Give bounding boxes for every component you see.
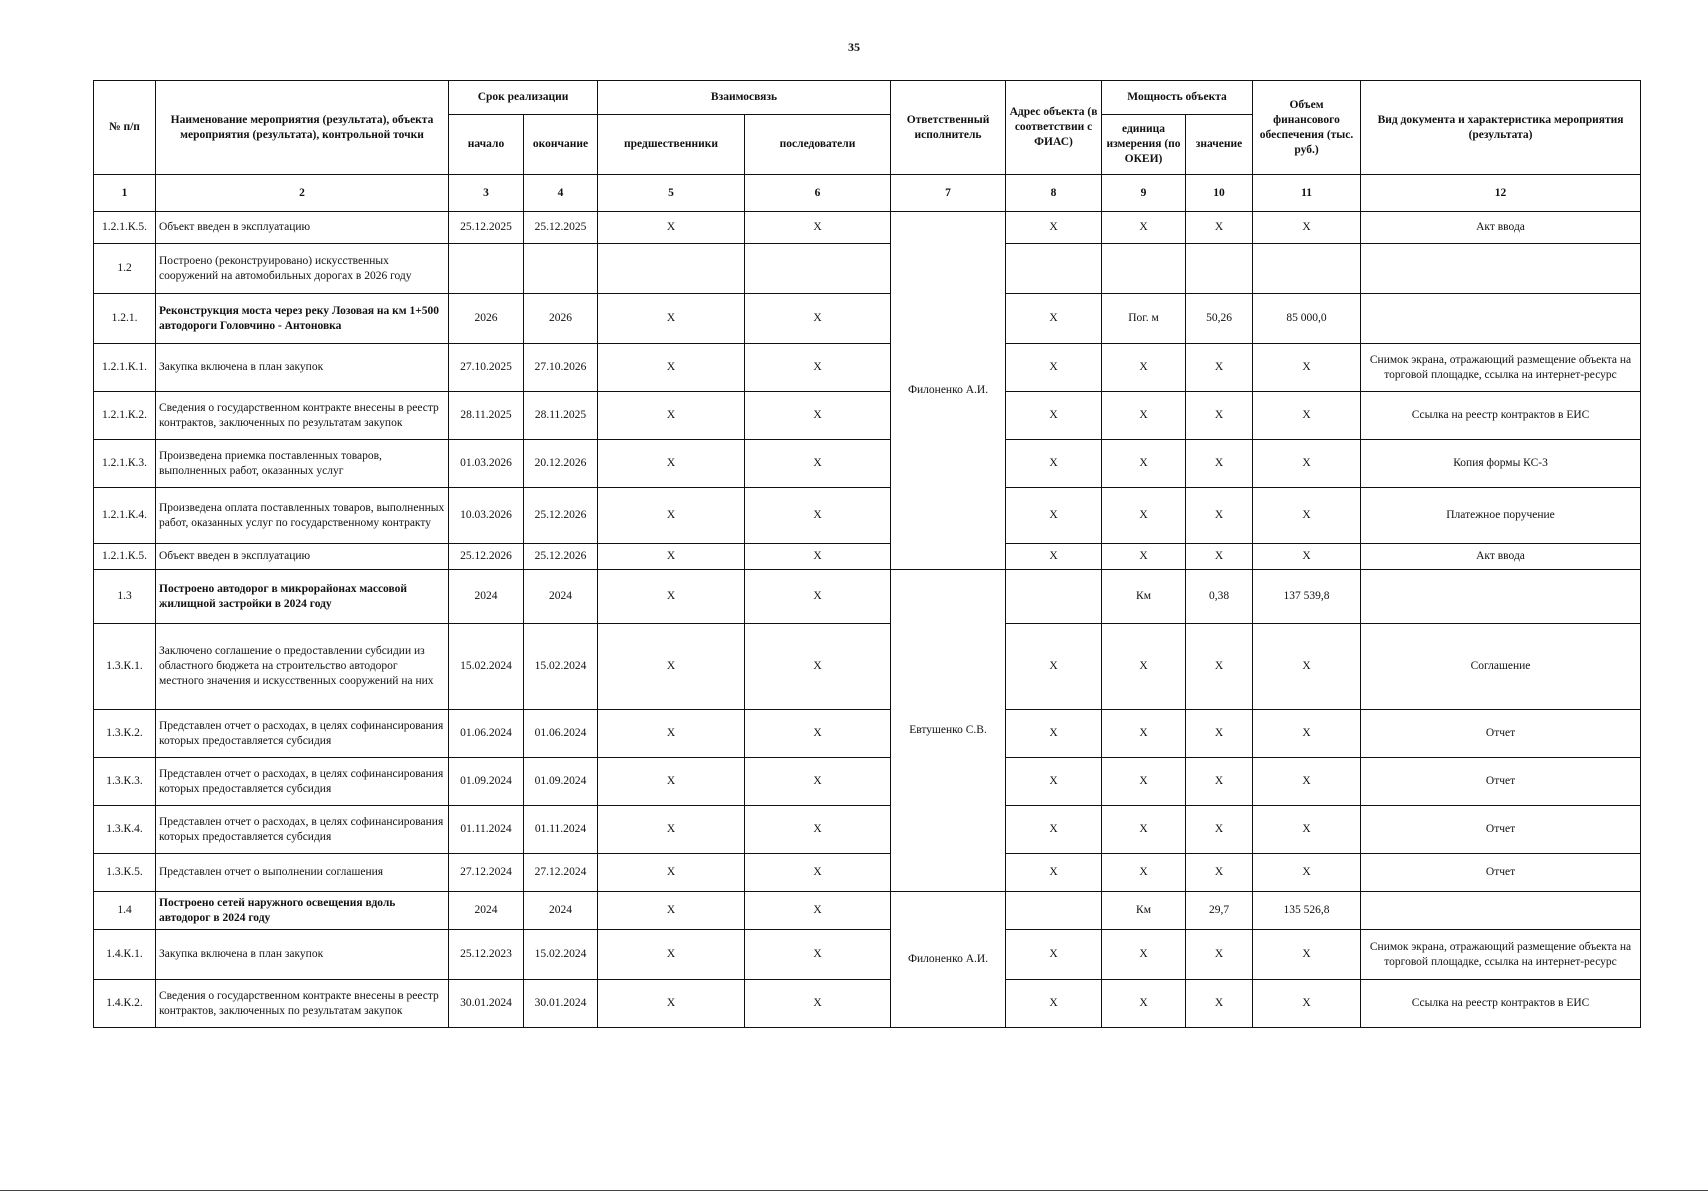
start-date: 10.03.2026 (449, 488, 524, 544)
row-name: Представлен отчет о расходах, в целях софинансирования которых предоставляется субсидия (156, 710, 449, 758)
address-cell: Х (1006, 624, 1102, 710)
predecessors-cell: Х (598, 440, 745, 488)
header-doc: Вид документа и характеристика мероприятия (результата) (1361, 81, 1641, 175)
table-row (94, 488, 1641, 544)
value-cell: Х (1186, 930, 1253, 980)
start-date: 01.03.2026 (449, 440, 524, 488)
table-row (94, 806, 1641, 854)
header-predecessors: предшественники (598, 115, 745, 175)
page-number: 35 (848, 40, 860, 54)
successors-cell: Х (745, 212, 891, 244)
address-cell: Х (1006, 294, 1102, 344)
document-cell (1361, 570, 1641, 624)
end-date: 25.12.2025 (524, 212, 598, 244)
successors-cell: Х (745, 440, 891, 488)
column-number: 6 (745, 175, 891, 212)
successors-cell (745, 244, 891, 294)
header-capacity: Мощность объекта (1102, 81, 1253, 115)
successors-cell: Х (745, 892, 891, 930)
predecessors-cell: Х (598, 806, 745, 854)
document-cell: Ссылка на реестр контрактов в ЕИС (1361, 392, 1641, 440)
end-date: 25.12.2026 (524, 488, 598, 544)
document-cell (1361, 892, 1641, 930)
unit-cell: Х (1102, 758, 1186, 806)
row-name: Закупка включена в план закупок (156, 930, 449, 980)
end-date: 27.10.2026 (524, 344, 598, 392)
successors-cell: Х (745, 624, 891, 710)
document-cell: Отчет (1361, 854, 1641, 892)
successors-cell: Х (745, 488, 891, 544)
finance-cell: Х (1253, 806, 1361, 854)
row-name: Сведения о государственном контракте внесены в реестр контрактов, заключенных по результатам закупок (156, 392, 449, 440)
document-cell: Отчет (1361, 806, 1641, 854)
document-cell: Акт ввода (1361, 212, 1641, 244)
row-number: 1.3.К.2. (94, 710, 156, 758)
end-date: 01.06.2024 (524, 710, 598, 758)
header-finance: Объем финансового обеспечения (тыс. руб.) (1253, 81, 1361, 175)
address-cell: Х (1006, 488, 1102, 544)
finance-cell (1253, 244, 1361, 294)
address-cell: Х (1006, 980, 1102, 1028)
value-cell: Х (1186, 806, 1253, 854)
start-date: 30.01.2024 (449, 980, 524, 1028)
row-number: 1.4.К.2. (94, 980, 156, 1028)
row-name: Построено автодорог в микрорайонах массовой жилищной застройки в 2024 году (156, 570, 449, 624)
row-name: Объект введен в эксплуатацию (156, 212, 449, 244)
table-row (94, 624, 1641, 710)
column-number: 7 (891, 175, 1006, 212)
address-cell (1006, 892, 1102, 930)
column-number: 2 (156, 175, 449, 212)
row-name: Реконструкция моста через реку Лозовая на км 1+500 автодороги Головчино - Антоновка (156, 294, 449, 344)
finance-cell: Х (1253, 392, 1361, 440)
address-cell: Х (1006, 854, 1102, 892)
predecessors-cell: Х (598, 980, 745, 1028)
value-cell: Х (1186, 854, 1253, 892)
row-name: Построено сетей наружного освещения вдоль автодорог в 2024 году (156, 892, 449, 930)
value-cell: Х (1186, 758, 1253, 806)
row-number: 1.2.1.К.5. (94, 212, 156, 244)
end-date: 2024 (524, 892, 598, 930)
row-number: 1.2.1.К.4. (94, 488, 156, 544)
predecessors-cell: Х (598, 570, 745, 624)
table-row (94, 344, 1641, 392)
column-number: 4 (524, 175, 598, 212)
document-cell (1361, 294, 1641, 344)
start-date: 25.12.2026 (449, 544, 524, 570)
start-date: 2024 (449, 570, 524, 624)
row-name: Закупка включена в план закупок (156, 344, 449, 392)
finance-cell: Х (1253, 544, 1361, 570)
predecessors-cell: Х (598, 710, 745, 758)
document-cell: Отчет (1361, 710, 1641, 758)
unit-cell: Км (1102, 892, 1186, 930)
table-row (94, 854, 1641, 892)
header-successors: последователи (745, 115, 891, 175)
table-row (94, 570, 1641, 624)
column-number: 1 (94, 175, 156, 212)
row-name: Произведена оплата поставленных товаров, выполненных работ, оказанных услуг по государственному контракту (156, 488, 449, 544)
predecessors-cell: Х (598, 930, 745, 980)
start-date: 01.11.2024 (449, 806, 524, 854)
start-date (449, 244, 524, 294)
row-number: 1.2.1.К.2. (94, 392, 156, 440)
document-cell: Отчет (1361, 758, 1641, 806)
start-date: 01.09.2024 (449, 758, 524, 806)
table-row (94, 710, 1641, 758)
successors-cell: Х (745, 980, 891, 1028)
value-cell: Х (1186, 212, 1253, 244)
successors-cell: Х (745, 570, 891, 624)
header-address: Адрес объекта (в соответствии с ФИАС) (1006, 81, 1102, 175)
end-date: 01.09.2024 (524, 758, 598, 806)
predecessors-cell: Х (598, 488, 745, 544)
document-cell: Снимок экрана, отражающий размещение объекта на торговой площадке, ссылка на интернет-ресурс (1361, 344, 1641, 392)
address-cell: Х (1006, 212, 1102, 244)
header-period: Срок реализации (449, 81, 598, 115)
end-date: 30.01.2024 (524, 980, 598, 1028)
end-date: 01.11.2024 (524, 806, 598, 854)
responsible-cell: Филоненко А.И. (891, 212, 1006, 570)
row-name: Сведения о государственном контракте внесены в реестр контрактов, заключенных по результатам закупок (156, 980, 449, 1028)
row-number: 1.2 (94, 244, 156, 294)
row-number: 1.3.К.3. (94, 758, 156, 806)
document-cell: Копия формы КС-3 (1361, 440, 1641, 488)
unit-cell: Х (1102, 624, 1186, 710)
unit-cell: Х (1102, 392, 1186, 440)
predecessors-cell: Х (598, 544, 745, 570)
value-cell: Х (1186, 344, 1253, 392)
header-end: окончание (524, 115, 598, 175)
row-number: 1.3.К.4. (94, 806, 156, 854)
start-date: 2024 (449, 892, 524, 930)
scan-edge-line (0, 1190, 1708, 1191)
table-row (94, 212, 1641, 244)
finance-cell: 137 539,8 (1253, 570, 1361, 624)
end-date: 20.12.2026 (524, 440, 598, 488)
column-number: 3 (449, 175, 524, 212)
document-cell: Снимок экрана, отражающий размещение объекта на торговой площадке, ссылка на интернет-ресурс (1361, 930, 1641, 980)
table-row (94, 892, 1641, 930)
unit-cell: Х (1102, 980, 1186, 1028)
value-cell: Х (1186, 624, 1253, 710)
successors-cell: Х (745, 294, 891, 344)
responsible-cell: Евтушенко С.В. (891, 570, 1006, 892)
table-row (94, 930, 1641, 980)
header-unit: единица измерения (по ОКЕИ) (1102, 115, 1186, 175)
unit-cell: Х (1102, 854, 1186, 892)
header-responsible: Ответственный исполнитель (891, 81, 1006, 175)
successors-cell: Х (745, 758, 891, 806)
row-number: 1.3.К.5. (94, 854, 156, 892)
table-row (94, 440, 1641, 488)
start-date: 28.11.2025 (449, 392, 524, 440)
end-date: 2024 (524, 570, 598, 624)
value-cell: 50,26 (1186, 294, 1253, 344)
address-cell: Х (1006, 758, 1102, 806)
address-cell (1006, 244, 1102, 294)
header-value: значение (1186, 115, 1253, 175)
header-num: № п/п (94, 81, 156, 175)
address-cell (1006, 570, 1102, 624)
address-cell: Х (1006, 930, 1102, 980)
value-cell: Х (1186, 488, 1253, 544)
unit-cell: Пог. м (1102, 294, 1186, 344)
value-cell: Х (1186, 392, 1253, 440)
address-cell: Х (1006, 392, 1102, 440)
predecessors-cell: Х (598, 344, 745, 392)
row-number: 1.2.1.К.1. (94, 344, 156, 392)
row-number: 1.3.К.1. (94, 624, 156, 710)
finance-cell: Х (1253, 440, 1361, 488)
address-cell: Х (1006, 806, 1102, 854)
successors-cell: Х (745, 806, 891, 854)
end-date: 27.12.2024 (524, 854, 598, 892)
row-name: Представлен отчет о расходах, в целях софинансирования которых предоставляется субсидия (156, 806, 449, 854)
column-number-row (94, 175, 1641, 212)
row-number: 1.4 (94, 892, 156, 930)
start-date: 15.02.2024 (449, 624, 524, 710)
unit-cell: Х (1102, 710, 1186, 758)
value-cell: 29,7 (1186, 892, 1253, 930)
unit-cell: Х (1102, 488, 1186, 544)
unit-cell: Х (1102, 544, 1186, 570)
successors-cell: Х (745, 392, 891, 440)
value-cell: Х (1186, 440, 1253, 488)
finance-cell: Х (1253, 710, 1361, 758)
unit-cell: Х (1102, 344, 1186, 392)
finance-cell: Х (1253, 758, 1361, 806)
document-cell: Ссылка на реестр контрактов в ЕИС (1361, 980, 1641, 1028)
row-number: 1.3 (94, 570, 156, 624)
column-number: 8 (1006, 175, 1102, 212)
predecessors-cell: Х (598, 212, 745, 244)
row-name: Произведена приемка поставленных товаров, выполненных работ, оказанных услуг (156, 440, 449, 488)
row-name: Построено (реконструировано) искусственных сооружений на автомобильных дорогах в 2026 году (156, 244, 449, 294)
unit-cell: Х (1102, 440, 1186, 488)
unit-cell: Х (1102, 806, 1186, 854)
document-cell: Платежное поручение (1361, 488, 1641, 544)
column-number: 12 (1361, 175, 1641, 212)
row-name: Представлен отчет о расходах, в целях софинансирования которых предоставляется субсидия (156, 758, 449, 806)
column-number: 5 (598, 175, 745, 212)
end-date: 28.11.2025 (524, 392, 598, 440)
row-number: 1.2.1. (94, 294, 156, 344)
responsible-cell: Филоненко А.И. (891, 892, 1006, 1028)
value-cell: Х (1186, 544, 1253, 570)
end-date: 2026 (524, 294, 598, 344)
unit-cell: Х (1102, 930, 1186, 980)
address-cell: Х (1006, 440, 1102, 488)
row-name: Представлен отчет о выполнении соглашения (156, 854, 449, 892)
column-number: 10 (1186, 175, 1253, 212)
finance-cell: Х (1253, 854, 1361, 892)
finance-cell: Х (1253, 930, 1361, 980)
predecessors-cell: Х (598, 624, 745, 710)
predecessors-cell: Х (598, 892, 745, 930)
start-date: 25.12.2025 (449, 212, 524, 244)
table-row (94, 758, 1641, 806)
table-row (94, 392, 1641, 440)
successors-cell: Х (745, 710, 891, 758)
start-date: 27.10.2025 (449, 344, 524, 392)
unit-cell (1102, 244, 1186, 294)
row-name: Объект введен в эксплуатацию (156, 544, 449, 570)
start-date: 01.06.2024 (449, 710, 524, 758)
successors-cell: Х (745, 930, 891, 980)
column-number: 9 (1102, 175, 1186, 212)
header-start: начало (449, 115, 524, 175)
successors-cell: Х (745, 344, 891, 392)
successors-cell: Х (745, 544, 891, 570)
document-cell (1361, 244, 1641, 294)
table-row (94, 980, 1641, 1028)
finance-cell: Х (1253, 980, 1361, 1028)
start-date: 2026 (449, 294, 524, 344)
address-cell: Х (1006, 344, 1102, 392)
end-date: 25.12.2026 (524, 544, 598, 570)
unit-cell: Км (1102, 570, 1186, 624)
table-row (94, 544, 1641, 570)
document-cell: Акт ввода (1361, 544, 1641, 570)
row-number: 1.4.К.1. (94, 930, 156, 980)
row-name: Заключено соглашение о предоставлении субсидии из областного бюджета на строительство автодорог местного значения и искусственных сооружений на них (156, 624, 449, 710)
successors-cell: Х (745, 854, 891, 892)
row-number: 1.2.1.К.5. (94, 544, 156, 570)
start-date: 27.12.2024 (449, 854, 524, 892)
row-number: 1.2.1.К.3. (94, 440, 156, 488)
predecessors-cell (598, 244, 745, 294)
finance-cell: Х (1253, 212, 1361, 244)
predecessors-cell: Х (598, 294, 745, 344)
table-row (94, 294, 1641, 344)
predecessors-cell: Х (598, 854, 745, 892)
value-cell: Х (1186, 710, 1253, 758)
column-number: 11 (1253, 175, 1361, 212)
document-cell: Соглашение (1361, 624, 1641, 710)
plan-table (93, 80, 1641, 1028)
predecessors-cell: Х (598, 758, 745, 806)
address-cell: Х (1006, 544, 1102, 570)
header-name: Наименование мероприятия (результата), объекта мероприятия (результата), контрольной точки (156, 81, 449, 175)
finance-cell: Х (1253, 488, 1361, 544)
value-cell (1186, 244, 1253, 294)
finance-cell: Х (1253, 624, 1361, 710)
header-relation: Взаимосвязь (598, 81, 891, 115)
end-date: 15.02.2024 (524, 624, 598, 710)
finance-cell: 135 526,8 (1253, 892, 1361, 930)
start-date: 25.12.2023 (449, 930, 524, 980)
finance-cell: 85 000,0 (1253, 294, 1361, 344)
end-date: 15.02.2024 (524, 930, 598, 980)
address-cell: Х (1006, 710, 1102, 758)
table-row (94, 244, 1641, 294)
value-cell: Х (1186, 980, 1253, 1028)
end-date (524, 244, 598, 294)
finance-cell: Х (1253, 344, 1361, 392)
unit-cell: Х (1102, 212, 1186, 244)
value-cell: 0,38 (1186, 570, 1253, 624)
predecessors-cell: Х (598, 392, 745, 440)
